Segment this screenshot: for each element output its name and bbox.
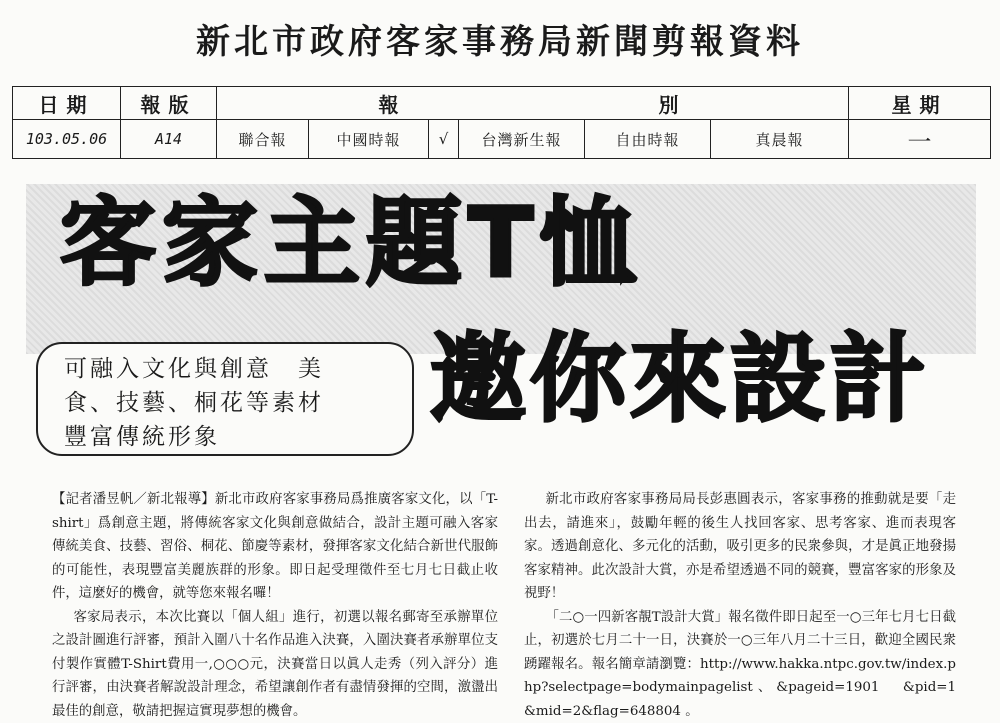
edition-header: 報版 <box>121 87 217 120</box>
checkmark: √ <box>429 120 459 159</box>
article-paragraph: 新北市政府客家事務局局長彭惠圓表示，客家事務的推動就是要「走出去，請進來」，鼓勵年輕的後生人找回客家、思考客家、進而表現客家。透過創意化、多元化的活動，吸引更多的民衆參與，才是眞正地發揚客家精神。此次設計大賞，亦是希望透過不同的競賽，豐富客家的形象及視野！ <box>524 488 956 606</box>
article-paragraph: 客家局表示，本次比賽以「個人組」進行，初選以報名郵寄至承辦單位之設計圖進行評審，預計入圍八十名作品進入決賽，入圍決賽者承辦單位支付製作實體T-Shirt費用一,○○○元，決賽當日以眞人走秀（列入評分）進行評審，由決賽者解說設計理念，希望讓創作者有盡情發揮的空間，激盪出最佳的創意，敬請把握這實現夢想的機會。 <box>52 606 498 723</box>
clipping-info-table <box>12 86 991 159</box>
paper-zhenchen: 真晨報 <box>711 120 849 159</box>
weekday-value: 一 <box>849 120 991 159</box>
subhead-line: 可融入文化與創意 美 <box>64 352 398 386</box>
document-title: 新北市政府客家事務局新聞剪報資料 <box>0 14 1000 63</box>
subheadline-box <box>36 342 414 456</box>
article-right-column <box>524 488 956 723</box>
subhead-line: 食、技藝、桐花等素材 <box>64 386 398 420</box>
edition-value: A14 <box>121 120 217 159</box>
subhead-line: 豐富傳統形象 <box>64 420 398 454</box>
date-value: 103.05.06 <box>13 120 121 159</box>
paper-udn: 聯合報 <box>217 120 309 159</box>
paper-china-times: 中國時報 <box>309 120 429 159</box>
paper-taiwan-shin-sheng: 台灣新生報 <box>459 120 585 159</box>
weekday-header: 星期 <box>849 87 991 120</box>
date-header: 日期 <box>13 87 121 120</box>
article-left-column <box>52 488 498 723</box>
article-paragraph: 【記者潘昱帆／新北報導】新北市政府客家事務局爲推廣客家文化，以「T-shirt」爲創意主題，將傳統客家文化與創意做結合，設計主題可融入客家傳統美食、技藝、習俗、桐花、節慶等素材，發揮客家文化結合新世代服飾的可能性，表現豐富美麗族群的形象。即日起受理徵件至七月七日截止收件，這麼好的機會，就等您來報名囉！ <box>52 488 498 606</box>
headline-primary: 客家主題T恤 <box>60 186 900 301</box>
newspaper-header: 報 別 <box>217 87 849 120</box>
article-paragraph: 「二○一四新客靚T設計大賞」報名徵件即日起至一○三年七月七日截止，初選於七月二十一日，決賽於一○三年八月二十三日，歡迎全國民衆踴躍報名。報名簡章請瀏覽：http://www.hakka.ntpc.gov.tw/index.php?selectpage=bodymainpagelist、&pageid=1901 &pid=1 &mid=2&flag=648804 。 <box>524 606 956 723</box>
paper-liberty-times: 自由時報 <box>585 120 711 159</box>
headline-secondary: 邀你來設計 <box>430 322 990 437</box>
